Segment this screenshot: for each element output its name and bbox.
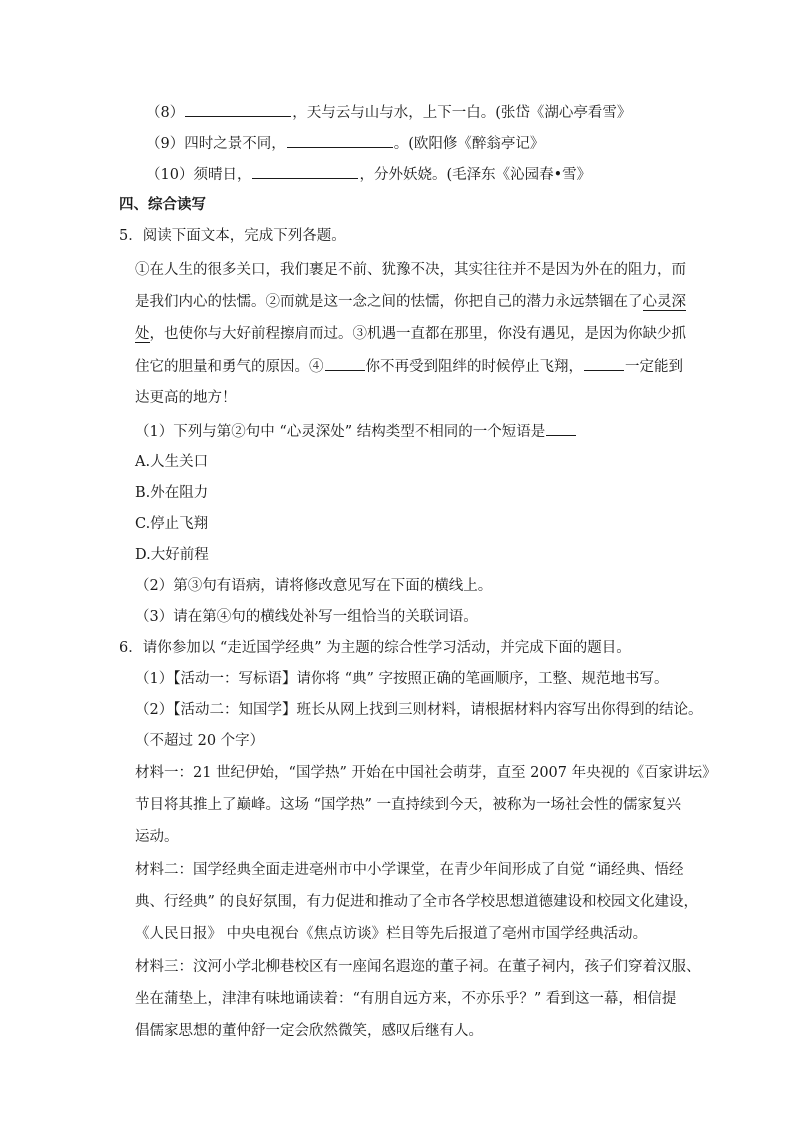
subquestion-1 (135, 421, 577, 442)
answer-blank[interactable] (252, 164, 358, 179)
material-1-line: 节目将其推上了巅峰。这场 “国学热” 一直持续到今天，被称为一场社会性的儒家复兴 (135, 797, 682, 813)
option-c[interactable]: C.停止飞翔 (135, 516, 209, 532)
item-text: ，分外妖娆。(毛泽东《沁园春•雪》 (359, 167, 592, 183)
passage-text: 你不再受到阻绊的时候停止飞翔， (365, 359, 583, 375)
subquestion-text: （1）下列与第②句中 “心灵深处” 结构类型不相同的一个短语是 (135, 424, 546, 440)
material-1-line: 运动。 (135, 829, 179, 845)
underlined-phrase: 处 (135, 326, 150, 342)
answer-blank[interactable] (546, 421, 576, 436)
material-3-line: 倡儒家思想的董仲舒一定会欣然微笑，感叹后继有人。 (135, 1023, 483, 1039)
material-2-line: 材料二：国学经典全面走进亳州市中小学课堂，在青少年间形成了自觉 “诵经典、悟经 (135, 862, 684, 878)
subquestion-3: （3）请在第④句的横线处补写一组恰当的关联词语。 (135, 609, 478, 625)
item-number: （9） (146, 136, 185, 152)
answer-blank[interactable] (287, 133, 393, 148)
subquestion-2: （2）第③句有语病，请将修改意见写在下面的横线上。 (135, 578, 493, 594)
passage-text: 住它的胆量和勇气的原因。④ (135, 359, 324, 375)
item-text: ，天与云与山与水，上下一白。(张岱《湖心亭看雪》 (292, 105, 632, 121)
material-2-line: 《人民日报》 中央电视台《焦点访谈》栏目等先后报道了亳州市国学经典活动。 (135, 926, 648, 942)
passage-text: 一定能到 (625, 359, 683, 375)
passage-line: ①在人生的很多关口，我们裹足不前、犹豫不决，其实往往并不是因为外在的阻力，而 (135, 262, 686, 278)
option-b[interactable]: B.外在阻力 (135, 485, 209, 501)
passage-line: 达更高的地方！ (135, 390, 237, 406)
question-5-stem: 5．阅读下面文本，完成下列各题。 (119, 228, 346, 244)
passage-line (135, 292, 686, 312)
passage-text: 是我们内心的怯懦。②而就是这一念之间的怯懦，你把自己的潜力永远禁锢在了 (135, 294, 643, 310)
material-3-line: 坐在蒲垫上，津津有味地诵读着：“有朋自远方来，不亦乐乎？” 看到这一幕，相信提 (135, 991, 677, 1007)
answer-blank[interactable] (185, 102, 291, 117)
material-2-line: 典、行经典” 的良好氛围，有力促进和推动了全市各学校思想道德建设和校园文化建设， (135, 894, 699, 910)
item-text: 。(欧阳修《醉翁亭记》 (393, 136, 545, 152)
fill-item-10 (146, 164, 591, 185)
option-d[interactable]: D.大好前程 (135, 547, 209, 563)
item-number: （8） (146, 105, 185, 121)
activity-2: （2）【活动二：知国学】班长从网上找到三则材料，请根据材料内容写出你得到的结论。 (135, 702, 703, 718)
option-a[interactable]: A.人生关口 (135, 454, 209, 470)
answer-blank[interactable] (584, 356, 624, 371)
item-text: 须晴日， (193, 167, 252, 183)
question-6-stem: 6．请你参加以 “走近国学经典” 为主题的综合性学习活动，并完成下面的题目。 (119, 640, 631, 656)
underlined-phrase: 心灵深 (642, 294, 686, 310)
material-1-line: 材料一：21 世纪伊始，“国学热” 开始在中国社会萌芽，直至 2007 年央视的《百家讲坛》 (135, 765, 717, 781)
activity-1: （1）【活动一：写标语】请你将 “典” 字按照正确的笔画顺序，工整、规范地书写。 (135, 671, 669, 687)
answer-blank[interactable] (325, 356, 365, 371)
material-3-line: 材料三：汶河小学北柳巷校区有一座闻名遐迩的董子祠。在董子祠内，孩子们穿着汉服、 (135, 959, 701, 975)
section-heading: 四、综合读写 (119, 197, 206, 213)
activity-2-note: （不超过 20 个字） (135, 733, 265, 749)
passage-line (135, 356, 683, 377)
fill-item-8 (146, 102, 631, 123)
item-number: （10） (146, 167, 194, 183)
fill-item-9 (146, 133, 544, 154)
passage-line (135, 324, 686, 344)
passage-text: ，也使你与大好前程擦肩而过。③机遇一直都在那里，你没有遇见，是因为你缺少抓 (149, 326, 686, 342)
item-text: 四时之景不同， (184, 136, 286, 152)
